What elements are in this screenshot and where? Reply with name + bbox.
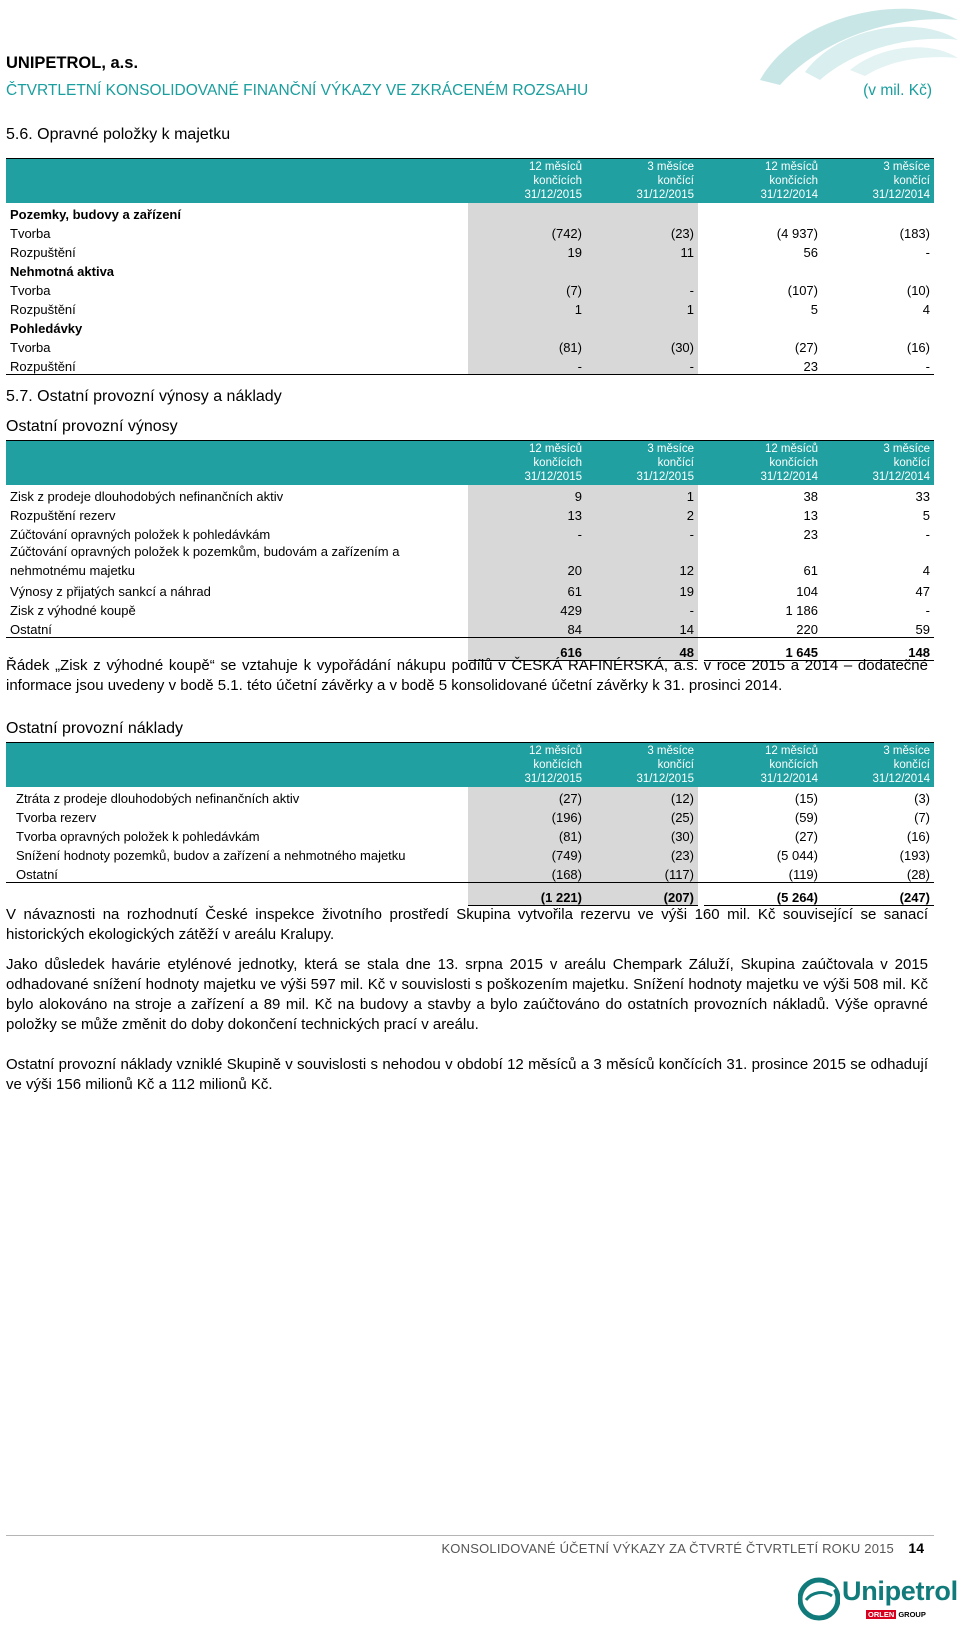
row-label: Tvorba opravných položek k pohledávkám — [16, 829, 260, 844]
value-cell: 59 — [822, 618, 934, 638]
value-cell: (30) — [586, 825, 698, 844]
value-cell: 19 — [468, 241, 586, 260]
column-header-line: 31/12/2015 — [636, 471, 694, 483]
table-row — [6, 806, 934, 825]
value-cell: - — [925, 245, 930, 260]
value-cell: 1 — [586, 485, 698, 504]
header-blank-cell — [6, 441, 468, 486]
table-other-income — [6, 440, 934, 661]
column-header-line: 12 měsíců — [764, 161, 818, 173]
value-cell: 14 — [586, 618, 698, 638]
row-label: Rozpuštění — [10, 302, 76, 317]
column-header-c3 — [704, 441, 822, 486]
value-cell — [704, 317, 822, 336]
value-cell: 220 — [704, 618, 822, 638]
row-label: Snížení hodnoty pozemků, budov a zařízení a nehmotného majetku — [16, 848, 406, 863]
column-header-line: 31/12/2014 — [760, 189, 818, 201]
column-header-c1 — [468, 159, 586, 204]
table-row — [6, 844, 934, 863]
row-label: Tvorba — [10, 340, 51, 355]
table-row — [6, 298, 934, 317]
value-cell: - — [925, 527, 930, 542]
column-header-line: 31/12/2014 — [760, 773, 818, 785]
column-header-row — [6, 743, 934, 788]
table-row — [6, 485, 934, 504]
group-title-row — [6, 317, 934, 336]
column-header-line: 31/12/2014 — [760, 471, 818, 483]
table-row — [6, 542, 934, 580]
column-header-line: 31/12/2015 — [636, 189, 694, 201]
row-label: Rozpuštění — [10, 245, 76, 260]
value-cell: (23) — [586, 222, 698, 241]
table-other-expenses — [6, 742, 934, 906]
group-tag: GROUP — [898, 1610, 926, 1619]
row-label: Nehmotná aktiva — [10, 264, 115, 279]
column-header-line: končících — [533, 175, 582, 187]
row-label: Pozemky, budovy a zařízení — [10, 207, 181, 222]
value-cell: (207) — [586, 883, 698, 906]
value-cell: 11 — [586, 241, 698, 260]
expenses-heading: Ostatní provozní náklady — [6, 720, 183, 737]
report-title: ČTVRTLETNÍ KONSOLIDOVANÉ FINANČNÍ VÝKAZY VE ZKRÁCENÉM ROZSAHU — [6, 82, 589, 99]
value-cell: 48 — [586, 638, 698, 661]
column-header-line: 3 měsíce — [883, 745, 930, 757]
value-cell: - — [586, 279, 698, 298]
column-header-c2 — [586, 743, 698, 788]
column-header-line: 3 měsíce — [883, 161, 930, 173]
value-cell: 20 — [468, 542, 586, 580]
table-row — [6, 825, 934, 844]
row-label: Ztráta z prodeje dlouhodobých nefinančních aktiv — [16, 791, 300, 806]
row-label: Zisk z výhodné koupě — [10, 603, 136, 618]
column-header-c4 — [822, 441, 934, 486]
value-cell: (15) — [794, 791, 818, 806]
column-header-line: 3 měsíce — [647, 161, 694, 173]
paragraph-accident: Jako důsledek havárie etylénové jednotky, která se stala dne 13. srpna 2015 v areálu Chempark Záluží, Skupina zaúčtovala v 2015 odhadované snížení hodnoty majetku ve výši 597 mil. Kč v souvislosti s poškozením majetku. Snížení hodnoty majetku ve výši 508 mil. Kč bylo alokováno na stroje a zařízení a 89 mil. Kč na budovy a stavby a bylo zaúčtováno do ostatních provozních nákladů. Výše opravné položky se může změnit do doby dokončení technických prací v areálu. — [6, 956, 928, 1033]
value-cell: (27) — [794, 340, 818, 355]
unipetrol-logo-icon — [798, 1576, 840, 1622]
column-header-line: končící — [893, 457, 930, 469]
value-cell: 61 — [803, 563, 818, 578]
column-header-line: 12 měsíců — [528, 745, 582, 757]
value-cell: (10) — [906, 283, 930, 298]
value-cell: 1 645 — [704, 638, 822, 661]
column-header-line: končící — [657, 175, 694, 187]
table-row — [6, 336, 934, 355]
value-cell: 23 — [803, 527, 818, 542]
value-cell: (23) — [586, 844, 698, 863]
column-header-line: 3 měsíce — [647, 745, 694, 757]
row-label: Tvorba — [10, 226, 51, 241]
row-label: Tvorba — [10, 283, 51, 298]
paragraph-accident-costs: Ostatní provozní náklady vzniklé Skupině v souvislosti s nehodou v období 12 měsíců a 3 měsíců končících 31. prosince 2015 se odhadují ve výši 156 milionů Kč a 112 milionů Kč. — [6, 1056, 928, 1093]
table-row — [6, 279, 934, 298]
table-row — [6, 355, 934, 375]
footer-rule — [6, 1535, 934, 1536]
page-number: 14 — [908, 1540, 924, 1556]
value-cell: (27) — [794, 829, 818, 844]
column-header-row — [6, 441, 934, 486]
value-cell: (4 937) — [776, 226, 818, 241]
units-label: (v mil. Kč) — [863, 82, 932, 99]
value-cell: (119) — [704, 863, 822, 883]
footer-text: KONSOLIDOVANÉ ÚČETNÍ VÝKAZY ZA ČTVRTÉ ČTVRTLETÍ ROKU 2015 — [441, 1541, 894, 1556]
value-cell: 56 — [803, 245, 818, 260]
value-cell — [586, 260, 698, 279]
logo-wordmark: Unipetrol — [842, 1576, 958, 1606]
paragraph-provision: V návaznosti na rozhodnutí České inspekce životního prostředí Skupina vytvořila rezervu ve výši 160 mil. Kč související se sanací historických ekologických zátěží v areálu Kralupy. — [6, 906, 928, 943]
column-header-row — [6, 159, 934, 204]
column-header-line: končících — [769, 759, 818, 771]
value-cell: 13 — [468, 504, 586, 523]
value-cell: (3) — [914, 791, 930, 806]
value-cell — [468, 317, 586, 336]
value-cell: - — [586, 599, 698, 618]
table-row — [6, 580, 934, 599]
column-header-c3 — [704, 159, 822, 204]
value-cell: (168) — [468, 863, 586, 883]
column-header-line: 3 měsíce — [647, 443, 694, 455]
column-header-line: končících — [769, 175, 818, 187]
value-cell — [704, 260, 822, 279]
value-cell: 47 — [915, 584, 930, 599]
column-header-line: končící — [657, 457, 694, 469]
value-cell — [822, 203, 934, 222]
column-header-c2 — [586, 159, 698, 204]
value-cell: 4 — [922, 563, 930, 578]
table-row — [6, 787, 934, 806]
column-header-line: 31/12/2015 — [524, 471, 582, 483]
column-header-line: 31/12/2014 — [872, 471, 930, 483]
column-header-c4 — [822, 743, 934, 788]
column-header-line: 31/12/2015 — [524, 773, 582, 785]
row-label: Zisk z prodeje dlouhodobých nefinančních aktiv — [10, 489, 284, 504]
value-cell: - — [468, 523, 586, 542]
table-row — [6, 523, 934, 542]
value-cell: (27) — [468, 787, 586, 806]
value-cell: (81) — [468, 336, 586, 355]
value-cell: 13 — [803, 508, 818, 523]
column-header-line: 31/12/2014 — [872, 773, 930, 785]
column-header-line: končící — [893, 759, 930, 771]
value-cell — [704, 203, 822, 222]
table-row — [6, 618, 934, 638]
header-swoosh-logo — [720, 0, 960, 95]
value-cell: 84 — [468, 618, 586, 638]
value-cell: (107) — [787, 283, 818, 298]
header-blank-cell — [6, 743, 468, 788]
value-cell: 33 — [915, 489, 930, 504]
value-cell: (5 044) — [776, 848, 818, 863]
column-header-line: končící — [657, 759, 694, 771]
column-header-line: končících — [533, 759, 582, 771]
column-header-line: 3 měsíce — [883, 443, 930, 455]
header-blank-cell — [6, 159, 468, 204]
section-heading-5-7: 5.7. Ostatní provozní výnosy a náklady — [6, 388, 282, 405]
value-cell: (749) — [468, 844, 586, 863]
value-cell — [822, 260, 934, 279]
unipetrol-logo — [798, 1576, 958, 1624]
value-cell — [468, 260, 586, 279]
value-cell: (7) — [914, 810, 930, 825]
value-cell: - — [586, 523, 698, 542]
table-row — [6, 863, 934, 883]
value-cell: 1 — [586, 298, 698, 317]
table-row — [6, 222, 934, 241]
value-cell: - — [822, 355, 934, 375]
value-cell: - — [586, 355, 698, 375]
value-cell — [468, 203, 586, 222]
section-heading-5-6: 5.6. Opravné položky k majetku — [6, 126, 231, 143]
column-header-line: 31/12/2014 — [872, 189, 930, 201]
column-header-c1 — [468, 441, 586, 486]
value-cell: (193) — [899, 848, 930, 863]
column-header-line: 12 měsíců — [528, 443, 582, 455]
value-cell: (28) — [822, 863, 934, 883]
value-cell: 104 — [796, 584, 818, 599]
value-cell: (7) — [468, 279, 586, 298]
bargain-purchase-note: Řádek „Zisk z výhodné koupě“ se vztahuje k vypořádání nákupu podílů v ČESKÁ RAFINÉRSKÁ, a.s. v roce 2015 a 2014 – dodatečné informace jsou uvedeny v bodě 5.1. této účetní závěrky a v bodě 5 konsolidované účetní závěrky k 31. prosinci 2014. — [6, 657, 928, 694]
group-title-row — [6, 203, 934, 222]
value-cell: 5 — [810, 302, 818, 317]
column-header-c1 — [468, 743, 586, 788]
value-cell: - — [925, 603, 930, 618]
row-label: Rozpuštění rezerv — [10, 508, 116, 523]
value-cell: 5 — [922, 508, 930, 523]
value-cell: (59) — [794, 810, 818, 825]
column-header-line: končící — [893, 175, 930, 187]
value-cell: (30) — [586, 336, 698, 355]
column-header-line: 12 měsíců — [764, 443, 818, 455]
company-name: UNIPETROL, a.s. — [6, 54, 139, 72]
value-cell: 38 — [803, 489, 818, 504]
column-header-c3 — [704, 743, 822, 788]
value-cell: 19 — [586, 580, 698, 599]
value-cell: (1 221) — [468, 883, 586, 906]
column-header-c2 — [586, 441, 698, 486]
row-label — [6, 883, 468, 906]
table-row — [6, 241, 934, 260]
row-label: Zúčtování opravných položek k pozemkům, budovám a zařízením a nehmotnému majetku — [10, 544, 400, 578]
column-header-line: 31/12/2015 — [524, 189, 582, 201]
table-impairments — [6, 158, 934, 375]
value-cell: (12) — [586, 787, 698, 806]
value-cell: (742) — [468, 222, 586, 241]
group-title-row — [6, 260, 934, 279]
income-heading: Ostatní provozní výnosy — [6, 418, 178, 435]
value-cell: 9 — [468, 485, 586, 504]
value-cell — [586, 203, 698, 222]
row-label: Rozpuštění — [6, 355, 468, 375]
table-row — [6, 504, 934, 523]
value-cell: (247) — [822, 883, 934, 906]
column-header-c4 — [822, 159, 934, 204]
value-cell — [586, 317, 698, 336]
value-cell: 1 186 — [785, 603, 818, 618]
value-cell: 12 — [586, 542, 698, 580]
value-cell: 4 — [922, 302, 930, 317]
value-cell: 616 — [468, 638, 586, 661]
row-label: Zúčtování opravných položek k pohledávkám — [10, 527, 271, 542]
value-cell: 1 — [468, 298, 586, 317]
table-row — [6, 599, 934, 618]
value-cell: (183) — [899, 226, 930, 241]
value-cell: - — [468, 355, 586, 375]
row-label: Pohledávky — [10, 321, 83, 336]
row-label: Výnosy z přijatých sankcí a náhrad — [10, 584, 211, 599]
value-cell: 61 — [468, 580, 586, 599]
value-cell: (25) — [586, 806, 698, 825]
value-cell: 2 — [586, 504, 698, 523]
row-label: Ostatní — [6, 618, 468, 638]
value-cell: 23 — [704, 355, 822, 375]
column-header-line: 12 měsíců — [528, 161, 582, 173]
value-cell: 429 — [468, 599, 586, 618]
value-cell: (81) — [468, 825, 586, 844]
column-header-line: 31/12/2015 — [636, 773, 694, 785]
value-cell: (5 264) — [704, 883, 822, 906]
row-label: Ostatní — [6, 863, 468, 883]
total-row — [6, 883, 934, 906]
row-label: Tvorba rezerv — [16, 810, 97, 825]
value-cell: (117) — [586, 863, 698, 883]
column-header-line: 12 měsíců — [764, 745, 818, 757]
column-header-line: končících — [769, 457, 818, 469]
value-cell: 148 — [822, 638, 934, 661]
value-cell: (16) — [906, 829, 930, 844]
orlen-tag: ORLEN — [868, 1610, 895, 1619]
column-header-line: končících — [533, 457, 582, 469]
logo-group-tag — [866, 1610, 926, 1619]
value-cell: (16) — [906, 340, 930, 355]
value-cell — [822, 317, 934, 336]
value-cell: (196) — [468, 806, 586, 825]
